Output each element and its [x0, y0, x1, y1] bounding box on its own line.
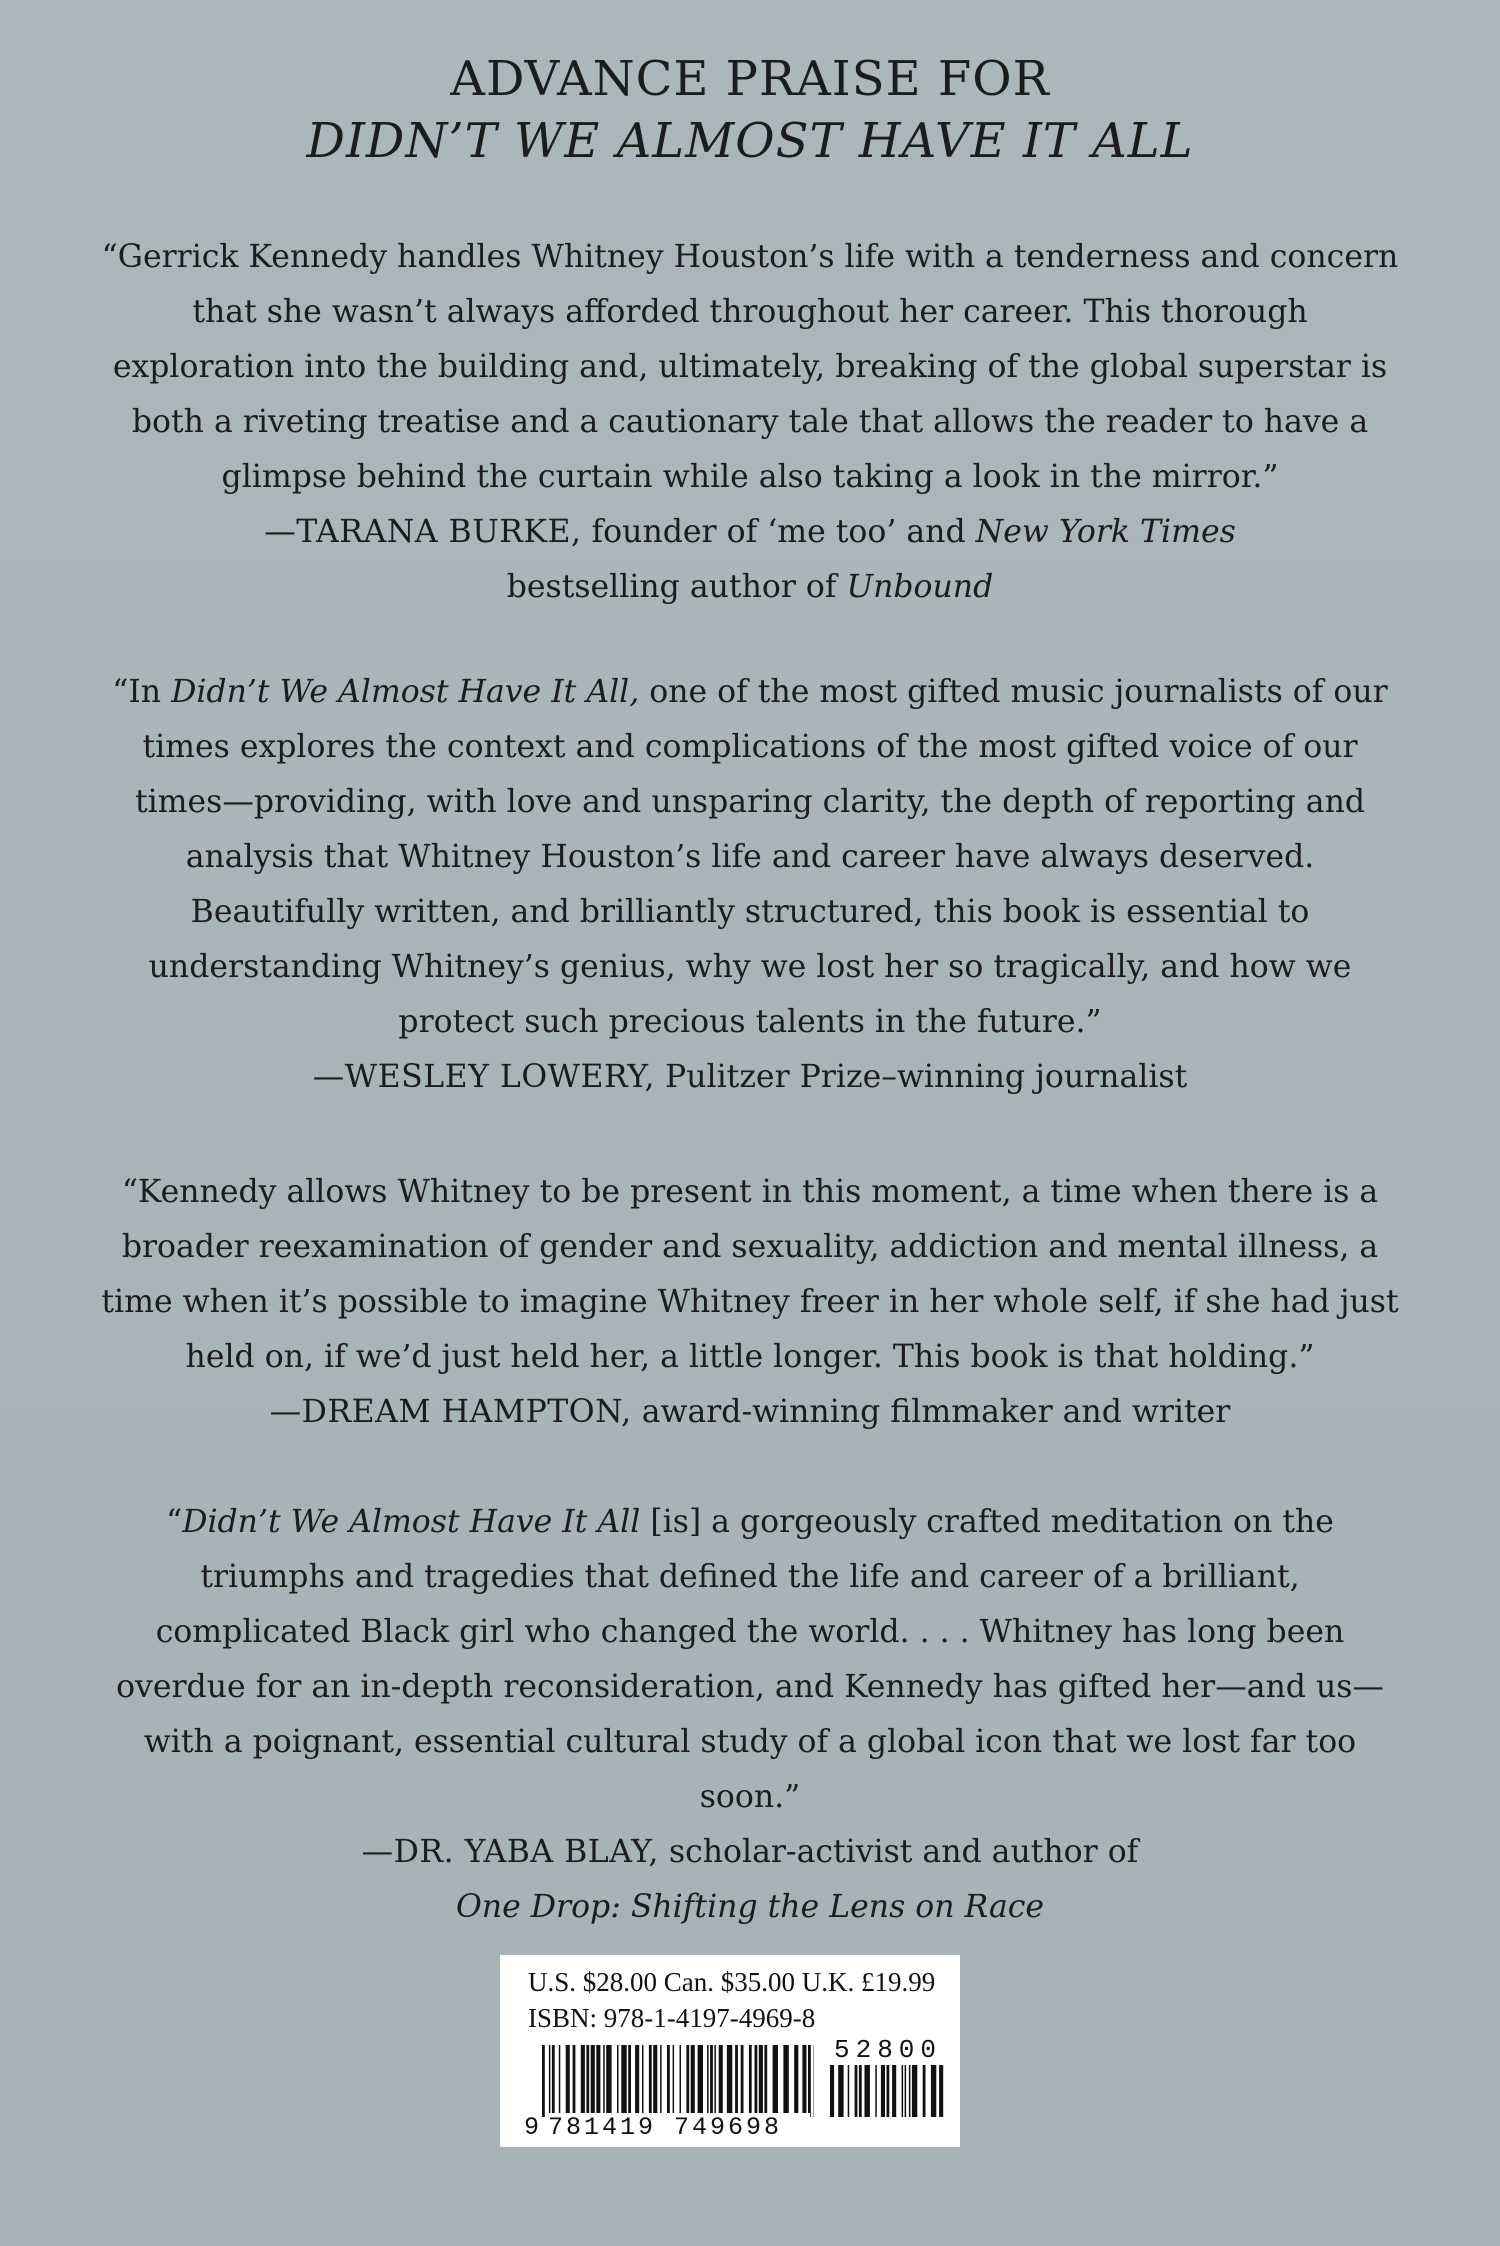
barcode-bar: [794, 2045, 798, 2117]
attribution-book-title: One Drop: Shifting the Lens on Race: [455, 1889, 1045, 1925]
barcode-bar: [573, 2045, 576, 2117]
blurb-text: [100, 1495, 1400, 1825]
barcode-bar: [764, 2045, 767, 2117]
price-isbn-label: [500, 1955, 960, 2147]
blurb-attribution: [100, 1825, 1400, 1880]
addon-barcode: [830, 2065, 946, 2117]
barcode-bar: [660, 2045, 662, 2117]
barcode-bar: [649, 2045, 652, 2117]
barcode-bar: [653, 2045, 657, 2117]
barcode-bar: [887, 2065, 890, 2117]
barcode-bar: [628, 2045, 631, 2117]
barcode-bar: [773, 2045, 778, 2117]
barcode-bar: [635, 2045, 639, 2117]
barcode-bar: [735, 2045, 738, 2117]
barcode-bar: [727, 2045, 732, 2117]
barcode-bar: [719, 2045, 723, 2117]
ean-barcode: [542, 2045, 814, 2117]
blurb-attribution-line2: [100, 560, 1400, 615]
barcode-bar: [606, 2045, 611, 2117]
attribution-publication: New York Times: [975, 514, 1236, 550]
attribution-name: —WESLEY LOWERY,: [312, 1059, 656, 1095]
barcode-bar: [838, 2065, 843, 2117]
attribution-name: —DREAM HAMPTON,: [269, 1394, 632, 1430]
barcode-bar: [902, 2065, 904, 2117]
barcode-digits: 781419 749698: [548, 2113, 810, 2142]
isbn-number: ISBN: 978-1-4197-4969-8: [528, 2003, 816, 2033]
barcode-bar: [673, 2045, 675, 2117]
blurb-text: “Kennedy allows Whitney to be present in this moment, a time when there is a broader reexamination of gender and sexuality, addiction and mental illness, a time when it’s possible to imagine Whitney freer in her whole self, if she had just held on, if we’d just held her, a little longer. This book is that holding.”: [101, 1174, 1399, 1375]
barcode-bar: [875, 2065, 877, 2117]
barcode-bar: [881, 2065, 885, 2117]
blurb-wesley-lowery: [100, 665, 1400, 1105]
barcode-bar: [759, 2045, 763, 2117]
barcode-bar: [783, 2045, 788, 2117]
blurb-attribution: [100, 1050, 1400, 1105]
barcode-bar: [698, 2045, 703, 2117]
barcode-bar: [931, 2065, 936, 2117]
price-list: U.S. $28.00 Can. $35.00 U.K. £19.99: [528, 1967, 936, 1997]
barcode-bar: [741, 2045, 744, 2117]
attribution-name: —DR. YABA BLAY,: [361, 1834, 659, 1870]
barcode-bar: [912, 2065, 917, 2117]
attribution-role-continued: bestselling author of: [506, 569, 847, 605]
barcode-bar: [691, 2045, 695, 2117]
barcode-bar: [865, 2065, 870, 2117]
barcode-bar: [808, 2045, 811, 2117]
barcode-bar: [909, 2065, 911, 2117]
barcode-bar: [848, 2065, 850, 2117]
barcode-bar: [714, 2045, 716, 2117]
barcode-bar: [749, 2045, 752, 2117]
barcode-bar: [855, 2065, 858, 2117]
barcode-first-digit: 9: [524, 2113, 540, 2142]
blurb-attribution: [100, 1385, 1400, 1440]
barcode-bar: [591, 2045, 595, 2117]
barcode-bar: [686, 2045, 689, 2117]
barcode-bar: [621, 2045, 626, 2117]
barcode-bar: [667, 2045, 670, 2117]
barcode-bar: [923, 2065, 926, 2117]
barcode-bar: [680, 2045, 682, 2117]
barcode-bar: [566, 2045, 570, 2117]
blurb-dream-hampton: [100, 1165, 1400, 1440]
attribution-role: Pulitzer Prize–winning journalist: [655, 1059, 1188, 1095]
barcode-bar: [642, 2045, 644, 2117]
barcode-bar: [905, 2065, 907, 2117]
blurb-book-title: Didn’t We Almost Have It All: [182, 1504, 641, 1540]
praise-heading-line: ADVANCE PRAISE FOR: [450, 51, 1050, 107]
blurb-book-title: Didn’t We Almost Have It All,: [171, 674, 640, 710]
barcode-bar: [549, 2045, 551, 2117]
blurb-open: “In: [112, 674, 172, 710]
blurb-yaba-blay: [100, 1495, 1400, 1935]
praise-heading: [0, 48, 1500, 172]
barcode-addon-digits: 52800: [833, 2035, 942, 2065]
barcode-bar: [559, 2045, 561, 2117]
attribution-role: founder of ‘me too’ and: [581, 514, 976, 550]
barcode-bar: [710, 2045, 713, 2117]
blurb-open: “: [166, 1504, 183, 1540]
barcode-bar: [617, 2045, 619, 2117]
barcode-bar: [596, 2045, 600, 2117]
attribution-role: scholar-activist and author of: [658, 1834, 1139, 1870]
blurb-text: [100, 665, 1400, 1050]
barcode-bar: [939, 2065, 943, 2117]
blurb-body: [is] a gorgeously crafted meditation on the triumphs and tragedies that defined the life and career of a brilliant, complicated Black girl who changed the world. . . . Whitney has long been overdue for an in-depth reconsideration, and Kennedy has gifted her—and us—with a poignant, essential cultural study of a global icon that we lost far too soon.”: [116, 1504, 1384, 1815]
barcode-bar: [859, 2065, 862, 2117]
barcode-bar: [581, 2045, 585, 2117]
attribution-book-title: Unbound: [846, 569, 994, 605]
barcode-bar: [755, 2045, 758, 2117]
barcode-bar: [892, 2065, 896, 2117]
barcode-bar: [802, 2045, 806, 2117]
barcode-bar: [542, 2045, 545, 2117]
barcode-bar: [830, 2065, 834, 2117]
barcode-bar: [586, 2045, 589, 2117]
attribution-role: award-winning filmmaker and writer: [631, 1394, 1231, 1430]
blurb-text: “Gerrick Kennedy handles Whitney Houston’s life with a tenderness and concern that she wasn’t always afforded throughout her career. This thorough exploration into the building and, ultimately, breaking of the global superstar is both a riveting treatise and a cautionary tale that allows the reader to have a glimpse behind the curtain while also taking a look in the mirror.”: [101, 239, 1399, 495]
barcode-bar: [552, 2045, 555, 2117]
book-title: DIDN’T WE ALMOST HAVE IT ALL: [306, 113, 1194, 169]
blurb-tarana-burke: [100, 230, 1400, 615]
attribution-name: —TARANA BURKE,: [264, 514, 582, 550]
barcode-bar: [707, 2045, 709, 2117]
blurb-attribution: [100, 505, 1400, 560]
blurb-body: one of the most gifted music journalists of our times explores the context and complications of the most gifted voice of our times—providing, with love and unsparing clarity, the depth of reporting and analysis that Whitney Houston’s life and career have always deserved. Beautifully written, and brilliantly structured, this book is essential to understanding Whitney’s genius, why we lost her so tragically, and how we protect such precious talents in the future.”: [134, 674, 1388, 1040]
barcode-bar: [603, 2045, 605, 2117]
